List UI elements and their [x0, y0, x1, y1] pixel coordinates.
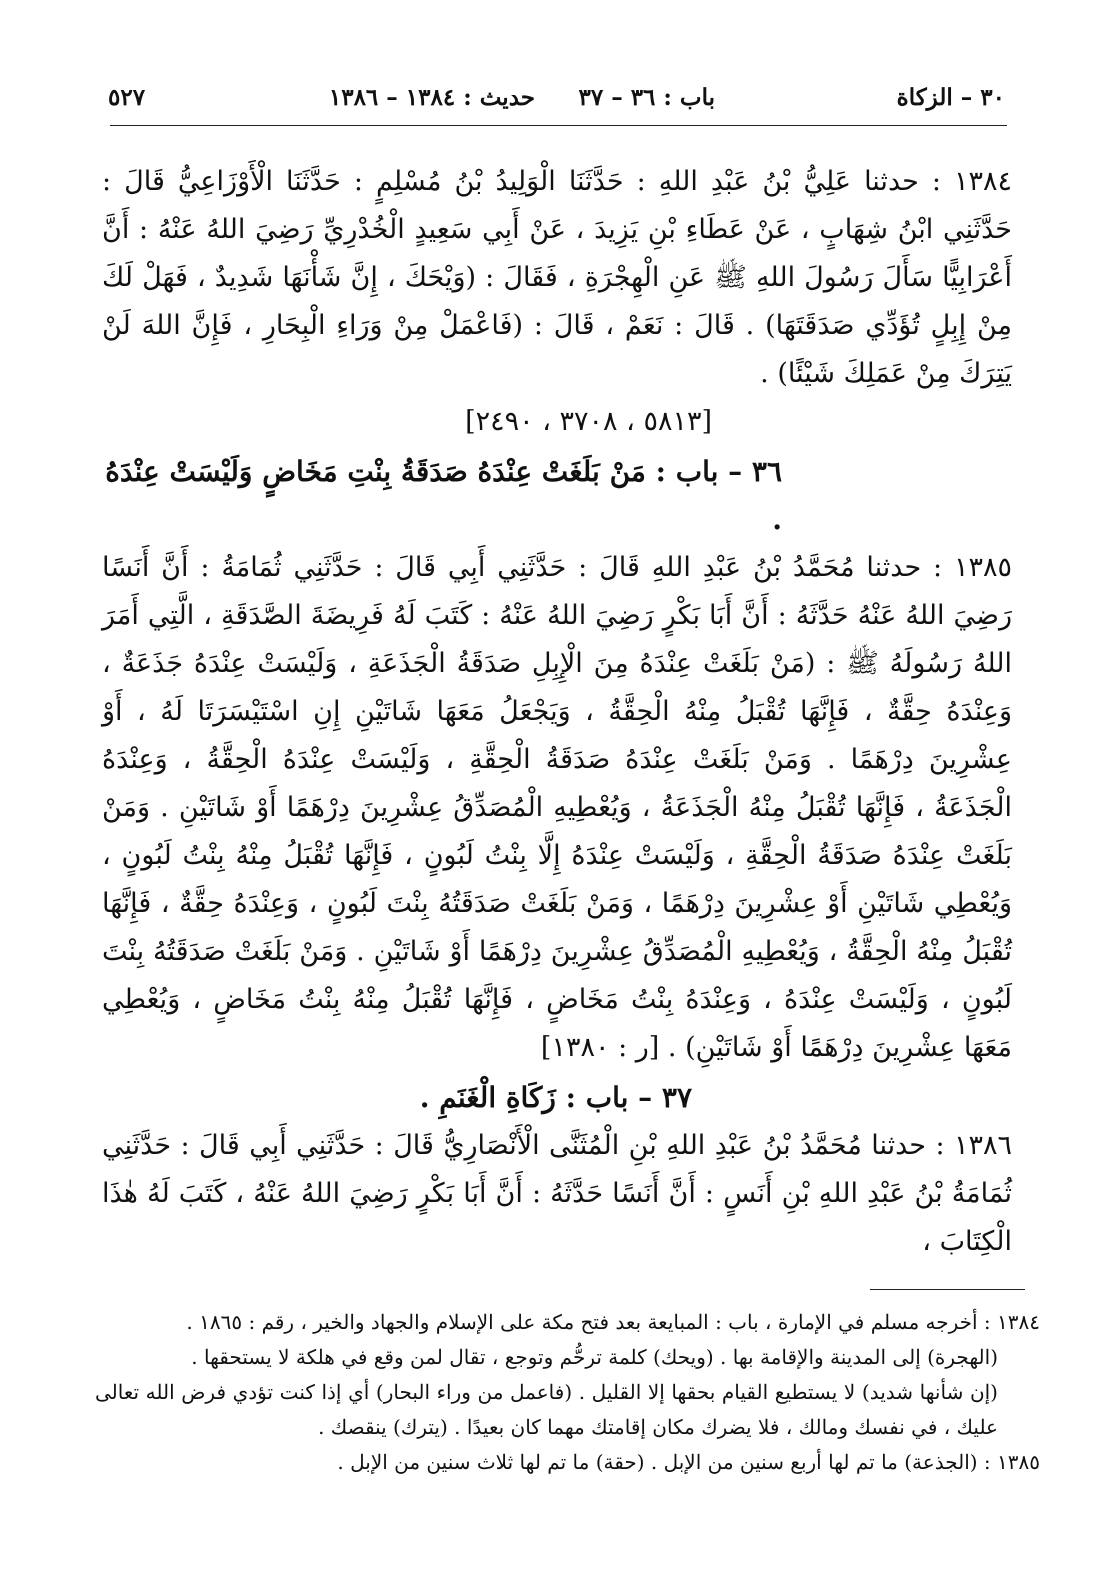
hadith-1384-refs: [٥٨١٣ ، ٣٧٠٨ ، ٢٤٩٠] — [465, 406, 712, 437]
hadith-range: حديث : ١٣٨٤ – ١٣٨٦ — [328, 84, 535, 111]
chapter-title: ٣٠ – الزكاة — [896, 84, 1005, 111]
running-header — [108, 80, 1005, 118]
header-rule — [110, 125, 1007, 126]
footnote-1384-line3: (إن شأنها شديد) لا يستطيع القيام بحقها إلا القليل . (فاعمل من وراء البحار) أي إذا كنت تؤدي فرض الله تعالى عليك ، في نفسك ومالك ، فلا يضرك مكان إقامتك مهما كان بعيدًا . (يترك) ينقصك . — [95, 1380, 998, 1439]
page-number: ٥٢٧ — [108, 84, 146, 111]
bab-36-heading: ٣٦ – باب : مَنْ بَلَغَتْ عِنْدَهُ صَدَقَةُ بِنْتِ مَخَاضٍ وَلَيْسَتْ عِنْدَهُ . — [105, 455, 782, 536]
bab-range: باب : ٣٦ – ٣٧ — [578, 84, 715, 111]
footnote-1384-line1: ١٣٨٤ : أخرجه مسلم في الإمارة ، باب : المبايعة بعد فتح مكة على الإسلام والجهاد والخير ، رقم : ١٨٦٥ . — [186, 1310, 1040, 1334]
main-text — [102, 158, 1012, 1266]
footnote-1384-line2: (الهجرة) إلى المدينة والإقامة بها . (ويحك) كلمة ترحُّم وتوجع ، تقال لمن وقع في هلكة لا يستحقها . — [191, 1345, 998, 1369]
hadith-1384: ١٣٨٤ : حدثنا عَلِيُّ بْنُ عَبْدِ اللهِ : حَدَّثَنَا الْوَلِيدُ بْنُ مُسْلِمٍ : حَدَّثَنَا الْأَوْزَاعِيُّ قَالَ : حَدَّثَنِي ابْنُ شِهَابٍ ، عَنْ عَطَاءِ بْنِ يَزِيدَ ، عَنْ أَبِي سَعِيدٍ الْخُدْرِيِّ رَضِيَ اللهُ عَنْهُ : أَنَّ أَعْرَابِيًّا سَأَلَ رَسُولَ اللهِ ﷺ عَنِ الْهِجْرَةِ ، فَقَالَ : (وَيْحَكَ ، إِنَّ شَأْنَهَا شَدِيدٌ ، فَهَلْ لَكَ مِنْ إِبِلٍ تُؤَدِّي صَدَقَتَهَا) . قَالَ : نَعَمْ ، قَالَ : (فَاعْمَلْ مِنْ وَرَاءِ الْبِحَارِ ، فَإِنَّ اللهَ لَنْ يَتِرَكَ مِنْ عَمَلِكَ شَيْئًا) . — [102, 166, 1012, 389]
bab-37-heading: ٣٧ – باب : زَكَاةِ الْغَنَمِ . — [419, 1081, 692, 1114]
footnote-rule — [870, 1289, 1025, 1290]
footnote-1385: ١٣٨٥ : (الجذعة) ما تم لها أربع سنين من الإبل . (حقة) ما تم لها ثلاث سنين من الإبل . — [337, 1450, 1040, 1474]
footnotes — [95, 1305, 1040, 1480]
hadith-1385: ١٣٨٥ : حدثنا مُحَمَّدُ بْنُ عَبْدِ اللهِ قَالَ : حَدَّثَنِي أَبِي قَالَ : حَدَّثَنِي ثُمَامَةُ : أَنَّ أَنَسًا رَضِيَ اللهُ عَنْهُ حَدَّثَهُ : أَنَّ أَبَا بَكْرٍ رَضِيَ اللهُ عَنْهُ : كَتَبَ لَهُ فَرِيضَةَ الصَّدَقَةِ ، الَّتِي أَمَرَ اللهُ رَسُولَهُ ﷺ : (مَنْ بَلَغَتْ عِنْدَهُ مِنَ الْإِبِلِ صَدَقَةُ الْجَذَعَةِ ، وَلَيْسَتْ عِنْدَهُ جَذَعَةٌ ، وَعِنْدَهُ حِقَّةٌ ، فَإِنَّهَا تُقْبَلُ مِنْهُ الْحِقَّةُ ، وَيَجْعَلُ مَعَهَا شَاتَيْنِ إِنِ اسْتَيْسَرَتَا لَهُ ، أَوْ عِشْرِينَ دِرْهَمًا . وَمَنْ بَلَغَتْ عِنْدَهُ صَدَقَةُ الْحِقَّةِ ، وَلَيْسَتْ عِنْدَهُ الْحِقَّةُ ، وَعِنْدَهُ الْجَذَعَةُ ، فَإِنَّهَا تُقْبَلُ مِنْهُ الْجَذَعَةُ ، وَيُعْطِيهِ الْمُصَدِّقُ عِشْرِينَ دِرْهَمًا أَوْ شَاتَيْنِ . وَمَنْ بَلَغَتْ عِنْدَهُ صَدَقَةُ الْحِقَّةِ ، وَلَيْسَتْ عِنْدَهُ إِلَّا بِنْتُ لَبُونٍ ، فَإِنَّهَا تُقْبَلُ مِنْهُ بِنْتُ لَبُونٍ ، وَيُعْطِي شَاتَيْنِ أَوْ عِشْرِينَ دِرْهَمًا ، وَمَنْ بَلَغَتْ صَدَقَتُهُ بِنْتَ لَبُونٍ ، وَعِنْدَهُ حِقَّةٌ ، فَإِنَّهَا تُقْبَلُ مِنْهُ الْحِقَّةُ ، وَيُعْطِيهِ الْمُصَدِّقُ عِشْرِينَ دِرْهَمًا أَوْ شَاتَيْنِ . وَمَنْ بَلَغَتْ صَدَقَتُهُ بِنْتَ لَبُونٍ ، وَلَيْسَتْ عِنْدَهُ ، وَعِنْدَهُ بِنْتُ مَخَاضٍ ، فَإِنَّهَا تُقْبَلُ مِنْهُ بِنْتُ مَخَاضٍ ، وَيُعْطِي مَعَهَا عِشْرِينَ دِرْهَمًا أَوْ شَاتَيْنِ) . [ر : ١٣٨٠] — [102, 552, 1012, 1063]
hadith-1386: ١٣٨٦ : حدثنا مُحَمَّدُ بْنُ عَبْدِ اللهِ بْنِ الْمُثَنَّى الْأَنْصَارِيُّ قَالَ : حَدَّثَنِي أَبِي قَالَ : حَدَّثَنِي ثُمَامَةُ بْنُ عَبْدِ اللهِ بْنِ أَنَسٍ : أَنَّ أَنَسًا حَدَّثَهُ : أَنَّ أَبَا بَكْرٍ رَضِيَ اللهُ عَنْهُ ، كَتَبَ لَهُ هٰذَا الْكِتَابَ ، — [102, 1130, 1012, 1257]
